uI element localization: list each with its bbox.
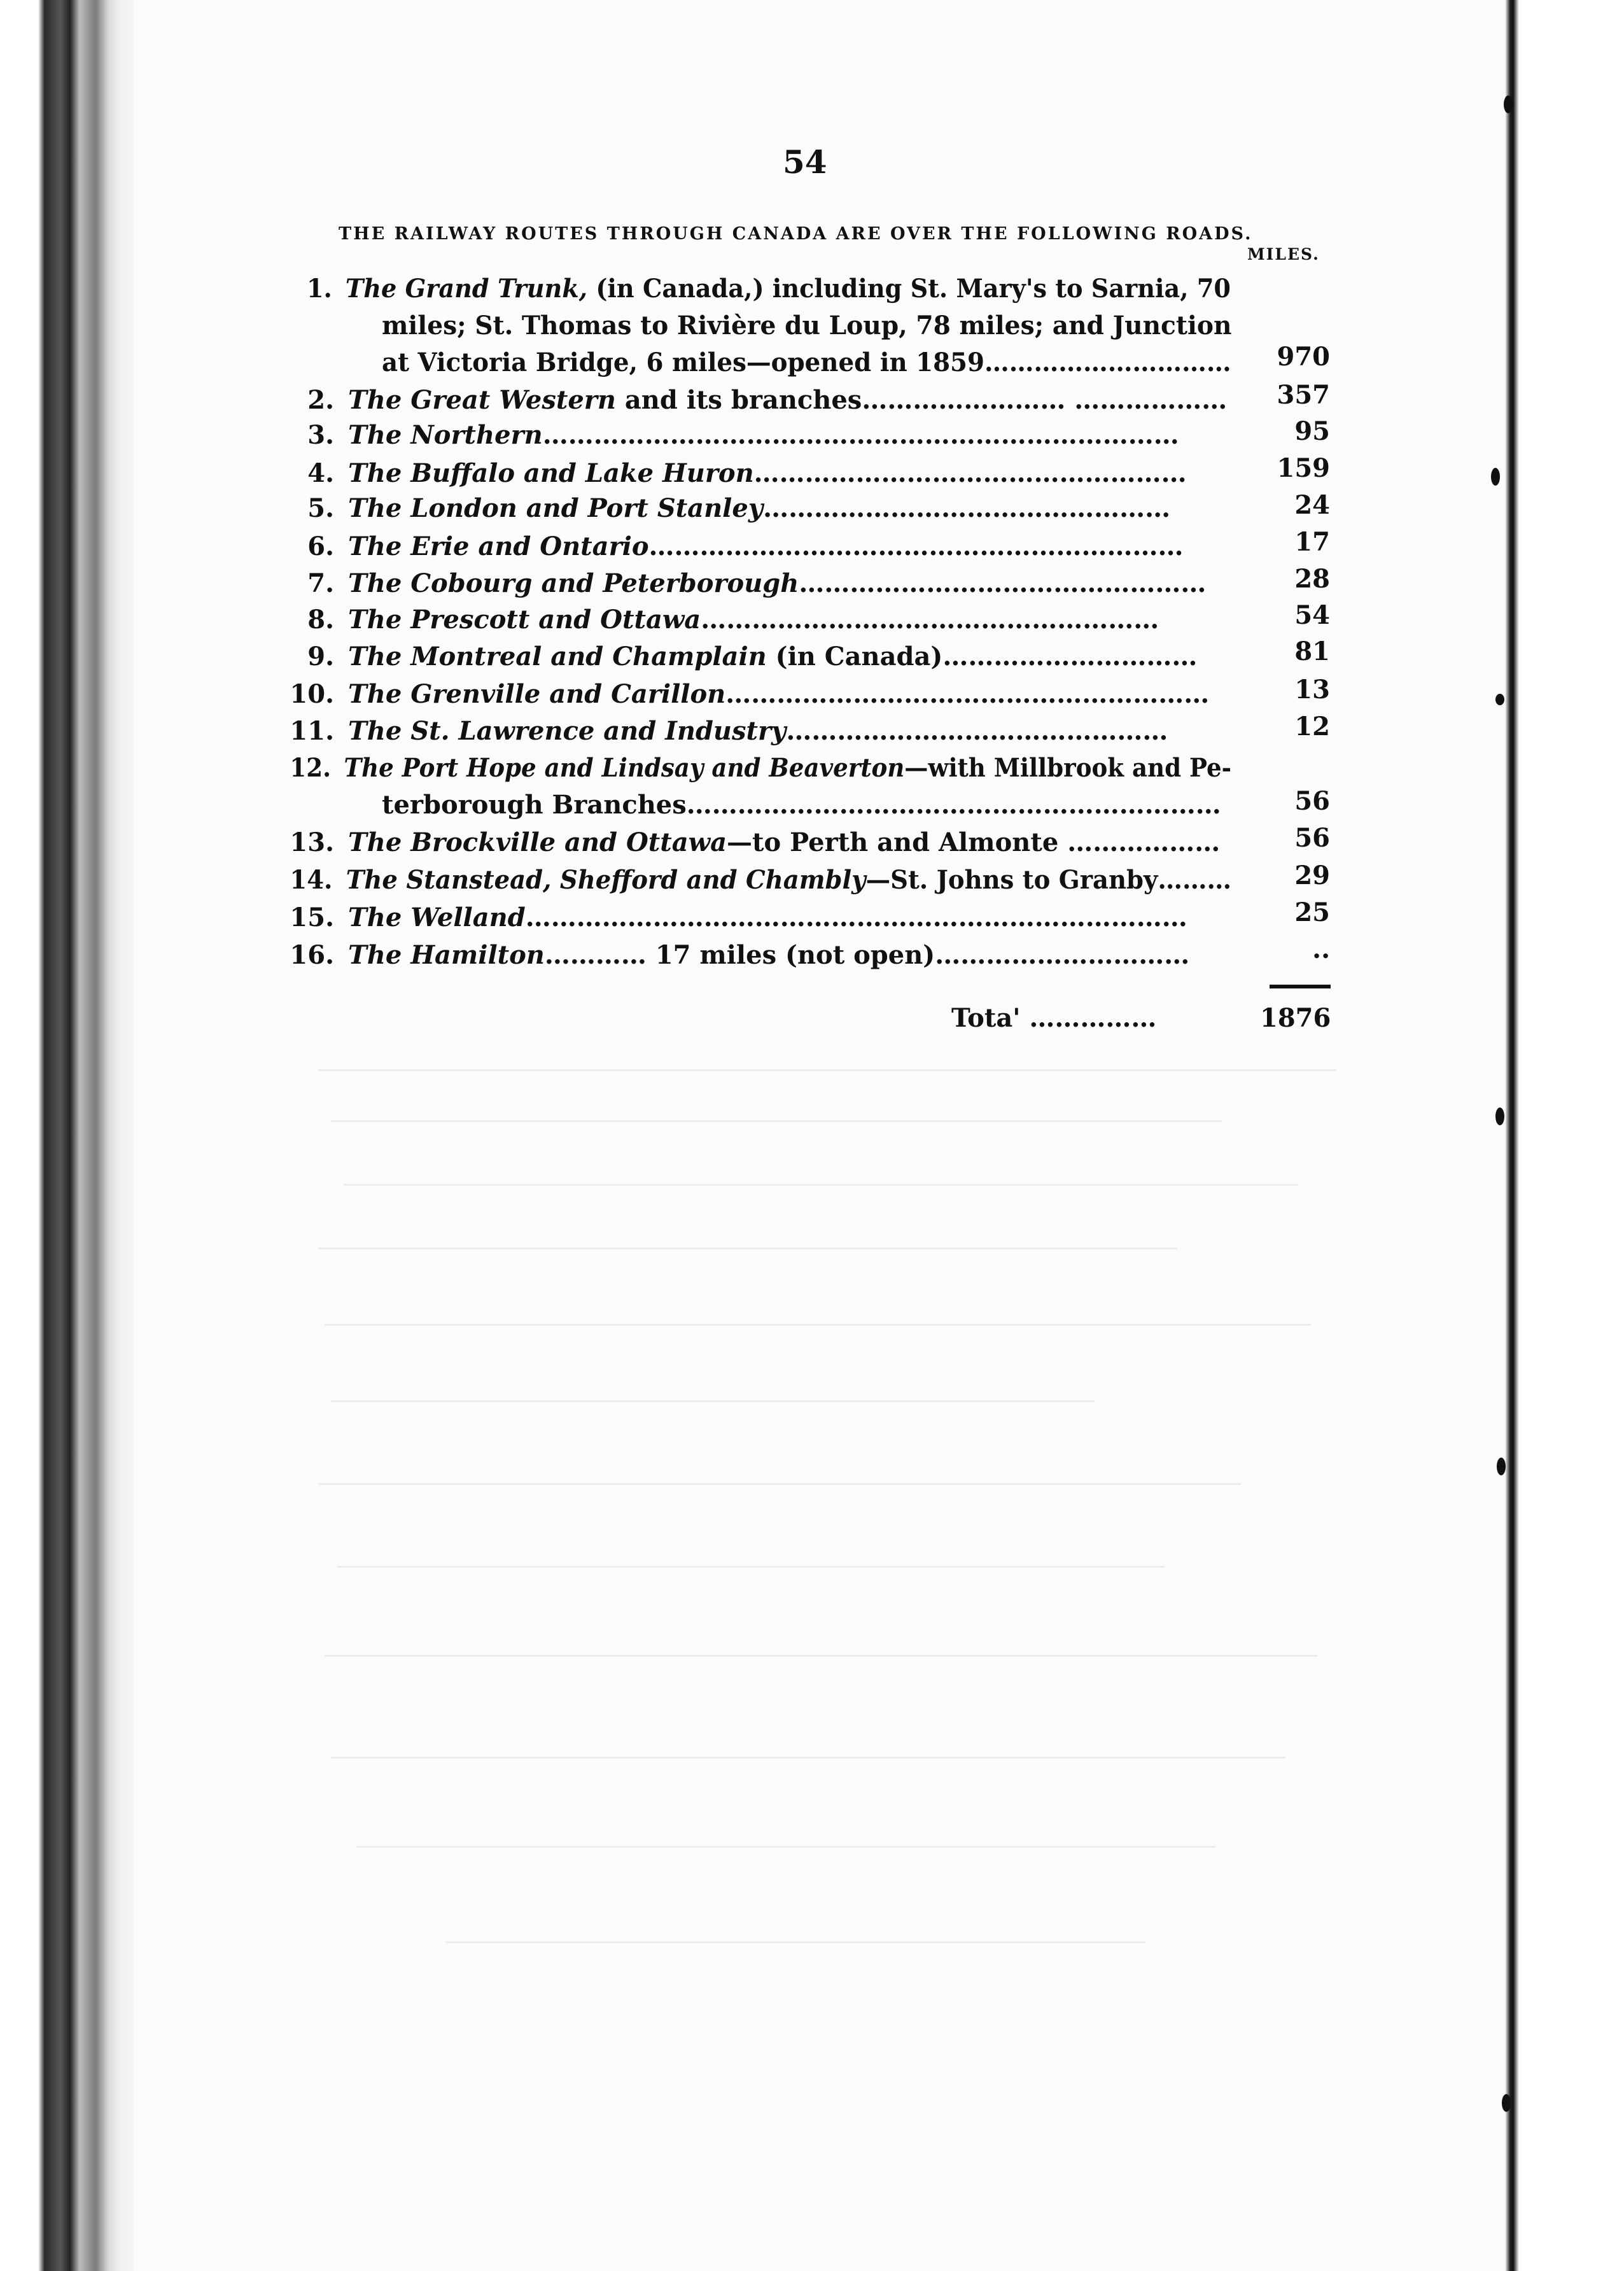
route-name: The Great Western — [348, 385, 616, 415]
show-through-line — [325, 1324, 1311, 1326]
route-number: 1. — [306, 274, 332, 304]
route-miles: 357 — [1277, 380, 1330, 410]
route-miles: .. — [1312, 934, 1330, 964]
show-through-line — [325, 1655, 1317, 1657]
show-through-line — [445, 1941, 1145, 1943]
route-entry — [290, 824, 1220, 861]
route-description: …………………………………………………………………… — [525, 903, 1187, 932]
show-through-line — [331, 1400, 1095, 1402]
route-number: 8. — [307, 605, 334, 635]
show-through-line — [337, 1566, 1165, 1568]
route-entry — [290, 455, 1187, 492]
page-number: 54 — [783, 143, 827, 181]
route-number: 7. — [307, 568, 334, 598]
route-description: ……………………………………… — [786, 716, 1168, 746]
route-description: ………………………………………………… — [725, 679, 1210, 709]
route-description: and its branches…………………… ……………… — [615, 385, 1228, 415]
route-name: The Grand Trunk, — [345, 274, 588, 304]
show-through-line — [356, 1846, 1215, 1848]
show-through-line — [331, 1120, 1222, 1122]
route-description: —to Perth and Almonte ……………… — [727, 827, 1221, 857]
show-through-line — [318, 1483, 1241, 1485]
binding-mark — [1495, 694, 1504, 705]
route-entry — [290, 713, 1168, 750]
route-number: 6. — [307, 531, 334, 561]
route-miles: 56 — [1294, 786, 1330, 816]
route-number: 13. — [290, 827, 334, 857]
route-number: 5. — [307, 493, 334, 523]
route-entry — [290, 528, 1184, 565]
route-entry — [290, 862, 1231, 899]
route-name: The Northern — [348, 420, 543, 450]
scan-left-edge — [0, 0, 134, 2271]
route-description: ………………………………………………………………… — [542, 420, 1179, 450]
route-miles: 159 — [1277, 453, 1330, 483]
route-entry — [290, 750, 1231, 787]
route-name: The Stanstead, Shefford and Chambly — [346, 865, 866, 895]
binding-mark — [1491, 468, 1500, 486]
route-number: 2. — [307, 385, 334, 415]
total-label: Tota' …………… — [951, 1003, 1157, 1033]
route-number: 15. — [290, 903, 334, 932]
route-number: 10. — [290, 679, 334, 709]
route-description: ……………………………………………… — [701, 605, 1159, 635]
route-miles: 13 — [1294, 675, 1330, 705]
binding-mark — [1504, 95, 1513, 113]
route-name: The Port Hope and Lindsay and Beaverton — [344, 753, 905, 783]
route-miles: 54 — [1294, 600, 1330, 630]
route-miles: 17 — [1294, 527, 1330, 557]
route-description: ……………………………………………………… — [648, 531, 1184, 561]
route-miles: 970 — [1277, 342, 1330, 372]
route-name: The Brockville and Ottawa — [348, 827, 727, 857]
route-description-continued: terborough Branches……………………………………………………… — [382, 790, 1221, 820]
route-description: ………… 17 miles (not open)………………………… — [544, 940, 1190, 970]
route-entry — [290, 676, 1209, 713]
route-name: The Welland — [348, 903, 526, 932]
route-miles: 12 — [1294, 712, 1330, 742]
route-miles: 25 — [1294, 897, 1330, 927]
route-name: The St. Lawrence and Industry — [348, 716, 787, 746]
route-description: ………………………………………… — [799, 568, 1207, 598]
route-description: —St. Johns to Granby……… — [865, 865, 1232, 895]
route-entry — [290, 271, 1231, 307]
route-entry — [290, 601, 1159, 638]
route-miles: 56 — [1294, 823, 1330, 853]
show-through-line — [331, 1757, 1285, 1759]
route-number: 9. — [307, 642, 334, 671]
total-rule — [1270, 985, 1331, 988]
route-number: 11. — [290, 716, 334, 746]
show-through-line — [318, 1069, 1336, 1071]
route-name: The Montreal and Champlain — [348, 642, 767, 671]
route-miles: 29 — [1294, 861, 1330, 890]
route-description: (in Canada,) including St. Mary's to Sarnia, 70 — [587, 274, 1231, 304]
route-entry — [290, 417, 1179, 454]
route-name: The London and Port Stanley — [348, 493, 764, 523]
route-name: The Prescott and Ottawa — [348, 605, 701, 635]
route-name: The Cobourg and Peterborough — [348, 568, 799, 598]
route-entry — [290, 638, 1197, 675]
show-through-line — [344, 1184, 1298, 1186]
route-name: The Grenville and Carillon — [348, 679, 726, 709]
route-entry — [290, 382, 1227, 419]
route-number: 4. — [307, 458, 334, 488]
route-description-continued: at Victoria Bridge, 6 miles—opened in 1859………………………… — [382, 348, 1231, 377]
route-miles: 81 — [1294, 636, 1330, 666]
binding-mark — [1497, 1458, 1506, 1475]
route-entry — [290, 490, 1170, 527]
binding-mark — [1495, 1107, 1504, 1125]
miles-column-header: MILES. — [1247, 245, 1320, 264]
route-description: (in Canada)………………………… — [766, 642, 1198, 671]
route-name: The Buffalo and Lake Huron — [348, 458, 754, 488]
route-entry — [290, 565, 1206, 602]
table-heading: THE RAILWAY ROUTES THROUGH CANADA ARE OVER THE FOLLOWING ROADS. — [339, 224, 1253, 244]
route-description: …………………………………………… — [753, 458, 1187, 488]
route-entry — [290, 937, 1189, 974]
route-description-continued: miles; St. Thomas to Rivière du Loup, 78 miles; and Junction — [382, 311, 1232, 341]
route-description: —with Millbrook and Pe- — [904, 753, 1232, 783]
route-number: 3. — [307, 420, 334, 450]
route-miles: 24 — [1294, 490, 1330, 520]
route-miles: 28 — [1294, 564, 1330, 594]
route-miles: 95 — [1294, 416, 1330, 446]
route-number: 12. — [290, 753, 332, 783]
scan-right-margin — [1519, 0, 1624, 2271]
show-through-line — [318, 1248, 1177, 1249]
route-number: 14. — [290, 865, 333, 895]
route-name: The Hamilton — [348, 940, 545, 970]
total-value: 1876 — [1260, 1003, 1331, 1033]
route-number: 16. — [290, 940, 334, 970]
route-name: The Erie and Ontario — [348, 531, 649, 561]
route-entry — [290, 899, 1187, 936]
scan-right-edge — [1505, 0, 1519, 2271]
binding-mark — [1502, 2094, 1511, 2112]
route-description: ………………………………………… — [763, 493, 1171, 523]
